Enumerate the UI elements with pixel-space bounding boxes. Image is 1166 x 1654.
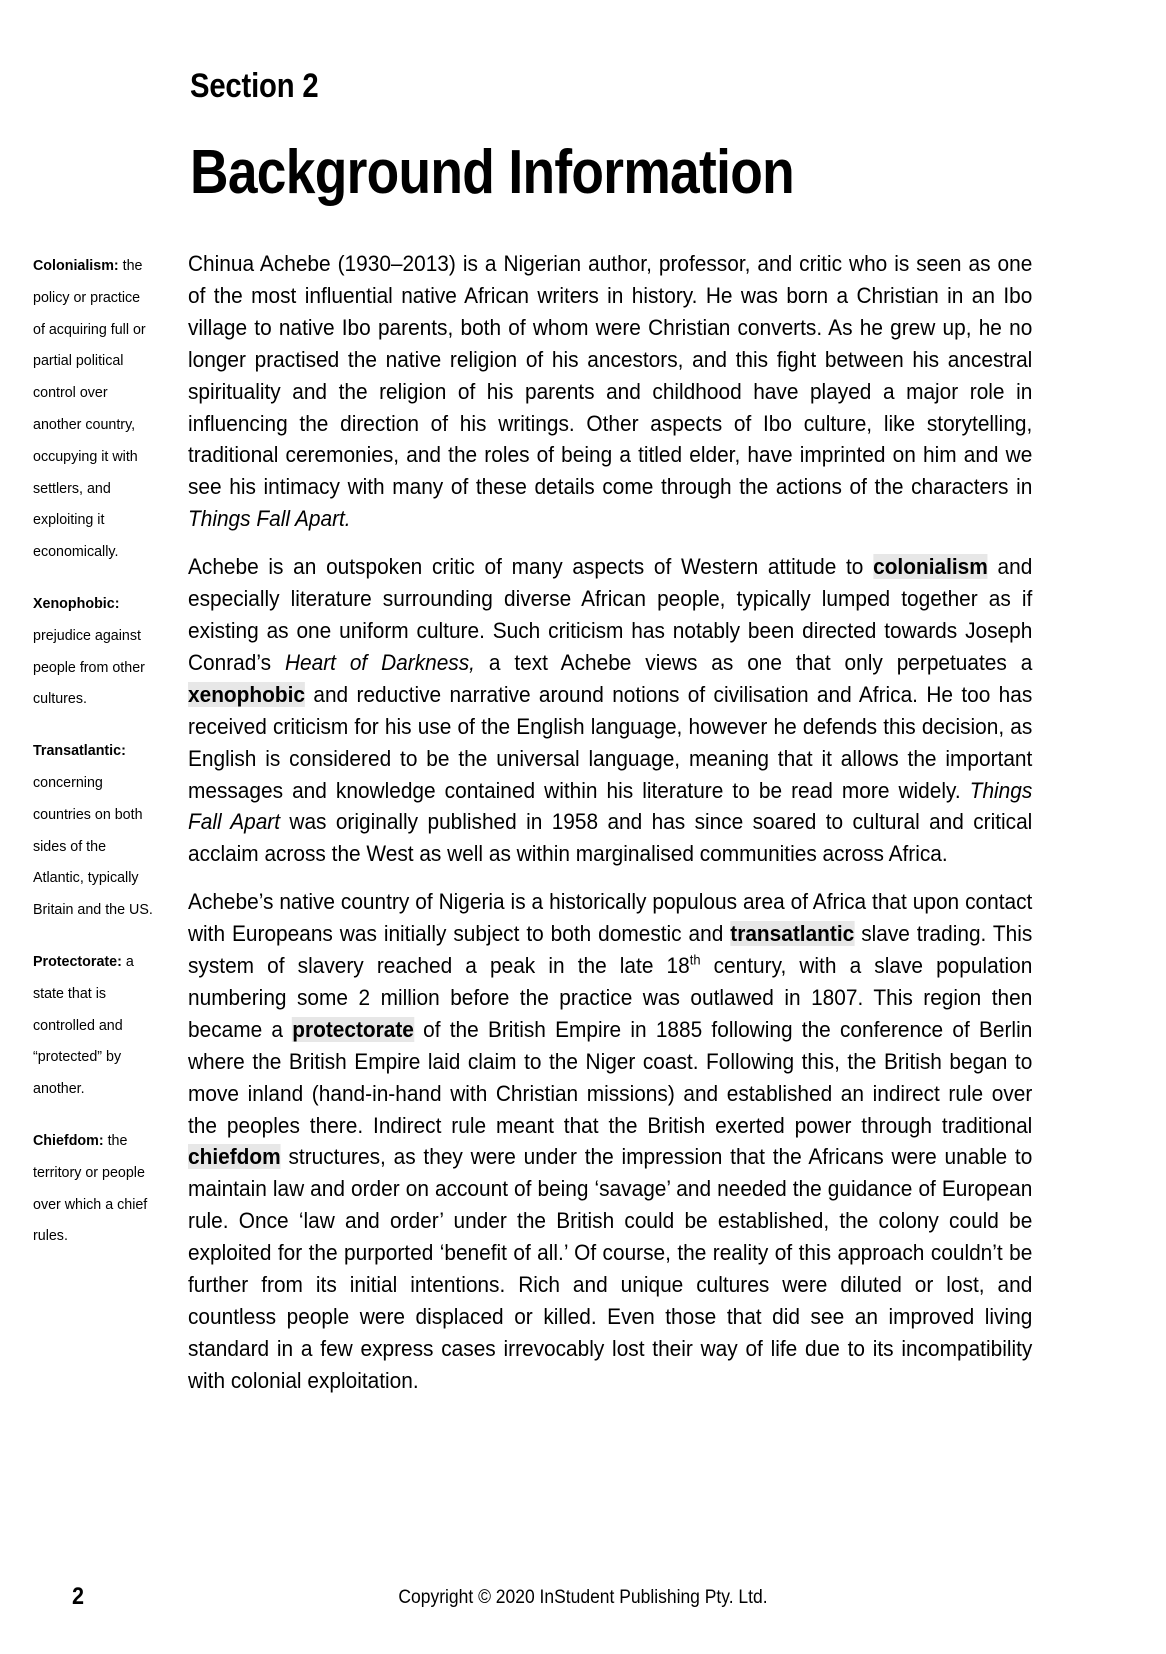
highlight-chiefdom: chiefdom — [188, 1144, 281, 1170]
paragraph-3-text-e: structures, as they were under the impression that the Africans were unable to maintain law and order on account of being ‘savage’ and needed the guidance of European rule. Once ‘law and order’ under the British could be established, the colony could be exploited for the purported ‘benefit of all.’ Of course, the reality of this approach couldn’t be further from its initial intentions. Rich and unique cultures were diluted or lost, and countless people were displaced or killed. Even those that did see an improved living standard in a few express cases irrevocably lost their way of life due to its incompatibility with colonial exploitation. — [188, 1144, 1033, 1393]
glossary-definition: the territory or people over which a chief rules. — [33, 1131, 148, 1245]
paragraph-1-text: Chinua Achebe (1930–2013) is a Nigerian author, professor, and critic who is seen as one of the most influential native African writers in history. He was born a Christian in an Ibo village to native Ibo parents, both of whom were Christian converts. As he grew up, he no longer practised the native religion of his ancestors, and this fight between his ancestral spirituality and the religion of his parents and childhood have played a major role in influencing the direction of his writings. Other aspects of Ibo culture, like storytelling, traditional ceremonies, and the roles of being a titled elder, have imprinted on him and we see his intimacy with many of these details come through the actions of the characters in — [188, 251, 1033, 500]
page-footer — [0, 1583, 1166, 1623]
paragraph-2-text-b: and especially literature surrounding diverse African people, typically lumped together as if existing as one uniform culture. Such criticism has notably been directed towards Joseph Conrad’s — [188, 554, 1033, 675]
glossary-definition: concerning countries on both sides of the Atlantic, typically Britain and the US. — [33, 773, 153, 919]
glossary-entry — [33, 250, 155, 568]
book-title-heart-of-darkness: Heart of Darkness, — [284, 649, 475, 675]
highlight-colonialism: colonialism — [873, 554, 988, 580]
glossary-term: Xenophobic: — [33, 594, 120, 612]
paragraph-3-text-c: century, with a slave population numbering some 2 million before the practice was outlawed in 1807. This region then became a — [188, 953, 1033, 1042]
paragraph-3-text-b: slave trading. This system of slavery reached a peak in the late 18 — [188, 921, 1033, 979]
glossary-term: Protectorate: — [33, 952, 122, 970]
body-paragraph-2 — [188, 551, 1032, 870]
glossary-entry — [33, 1125, 155, 1252]
book-title-things-fall-apart-2: Things Fall Apart — [188, 777, 1033, 835]
glossary-definition: a state that is controlled and “protected” by another. — [33, 952, 134, 1098]
body-text-column — [188, 248, 1033, 1397]
paragraph-2-text-e: was originally published in 1958 and has since soared to cultural and critical acclaim across the West as well as within marginalised communities across Africa. — [188, 809, 1033, 867]
paragraph-2-text-d: and reductive narrative around notions of civilisation and Africa. He too has received criticism for his use of the English language, however he defends this decision, as English is considered to be the universal language, meaning that it allows the important messages and knowledge contained within his literature to be read more widely. — [188, 681, 1033, 803]
glossary-definition: prejudice against people from other cultures. — [33, 626, 145, 708]
highlight-transatlantic: transatlantic — [730, 921, 855, 947]
paragraph-2-text-a: Achebe is an outspoken critic of many aspects of Western attitude to — [188, 554, 874, 580]
body-paragraph-3 — [188, 886, 1032, 1397]
paragraph-3-text-a: Achebe’s native country of Nigeria is a historically populous area of Africa that upon contact with Europeans was initially subject to both domestic and — [188, 889, 1033, 947]
copyright-notice: Copyright © 2020 InStudent Publishing Pty. Ltd. — [398, 1587, 768, 1608]
highlight-xenophobic: xenophobic — [188, 681, 305, 707]
superscript-ordinal-th: th — [689, 951, 701, 968]
highlight-protectorate: protectorate — [292, 1016, 414, 1042]
paragraph-3-text-d: of the British Empire in 1885 following the conference of Berlin where the British Empire laid claim to the Niger coast. Following this, the British began to move inland (hand-in-hand with Christian missions) and established an indirect rule over the peoples there. Indirect rule meant that the British exerted power through traditional — [188, 1016, 1033, 1138]
glossary-entry — [33, 735, 155, 926]
glossary-entry — [33, 946, 155, 1105]
glossary-definition: the policy or practice of acquiring full or partial political control over another country, occupying it with settlers, and exploiting it economically. — [33, 257, 146, 561]
glossary-entry — [33, 588, 155, 715]
glossary-sidebar — [33, 250, 163, 1252]
glossary-term: Transatlantic: — [33, 742, 126, 760]
page-title: Background Information — [190, 138, 794, 207]
paragraph-2-text-c: a text Achebe views as one that only perpetuates a — [474, 649, 1033, 675]
book-title-things-fall-apart: Things Fall Apart. — [188, 506, 351, 532]
glossary-term: Colonialism: — [33, 257, 119, 274]
section-label: Section 2 — [190, 67, 319, 105]
page-number: 2 — [72, 1583, 85, 1610]
body-paragraph-1 — [188, 248, 1032, 535]
glossary-term: Chiefdom: — [33, 1131, 104, 1149]
